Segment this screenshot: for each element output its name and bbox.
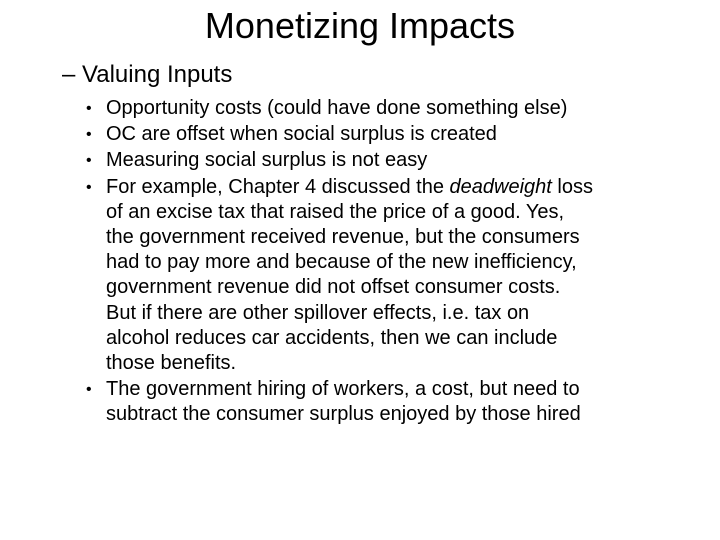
slide-title: Monetizing Impacts (204, 5, 516, 46)
bullet-marker: • (86, 152, 92, 170)
bullet-text-line: those benefits. (106, 352, 237, 375)
bullet-text-line: The government hiring of workers, a cost, but need to (106, 378, 580, 401)
bullet-text-line: had to pay more and because of the new inefficiency, (106, 251, 577, 274)
bullet-list (86, 96, 706, 429)
bullet-text-line (106, 175, 706, 200)
bullet-item (86, 148, 706, 173)
bullet-text-line: Opportunity costs (could have done something else) (106, 97, 568, 119)
bullet-text-line: of an excise tax that raised the price of a good. Yes, (106, 200, 565, 223)
bullet-text-line: subtract the consumer surplus enjoyed by those hired (106, 403, 581, 426)
bullet-marker: • (86, 100, 92, 117)
bullet-text-line: OC are offset when social surplus is created (106, 123, 497, 146)
bullet-text-line: But if there are other spillover effects, i.e. tax on (106, 301, 530, 324)
bullet-marker: • (86, 381, 92, 399)
bullet-marker: • (86, 178, 92, 196)
bullet-text-fragment: loss (551, 175, 593, 198)
bullet-text-line: the government received revenue, but the consumers (106, 226, 580, 249)
bullet-item (86, 122, 706, 147)
bullet-text-line: Measuring social surplus is not easy (106, 149, 428, 172)
bullet-item (86, 377, 706, 427)
bullet-text-line: government revenue did not offset consumer costs. (106, 276, 561, 299)
bullet-text-line: alcohol reduces car accidents, then we can include (106, 326, 558, 349)
bullet-item (86, 96, 706, 121)
section-subheading: – Valuing Inputs (62, 61, 233, 88)
bullet-text-fragment: For example, Chapter 4 discussed the (106, 175, 450, 198)
bullet-marker: • (86, 126, 92, 144)
emphasized-term: deadweight (449, 175, 552, 198)
bullet-item (86, 175, 706, 377)
